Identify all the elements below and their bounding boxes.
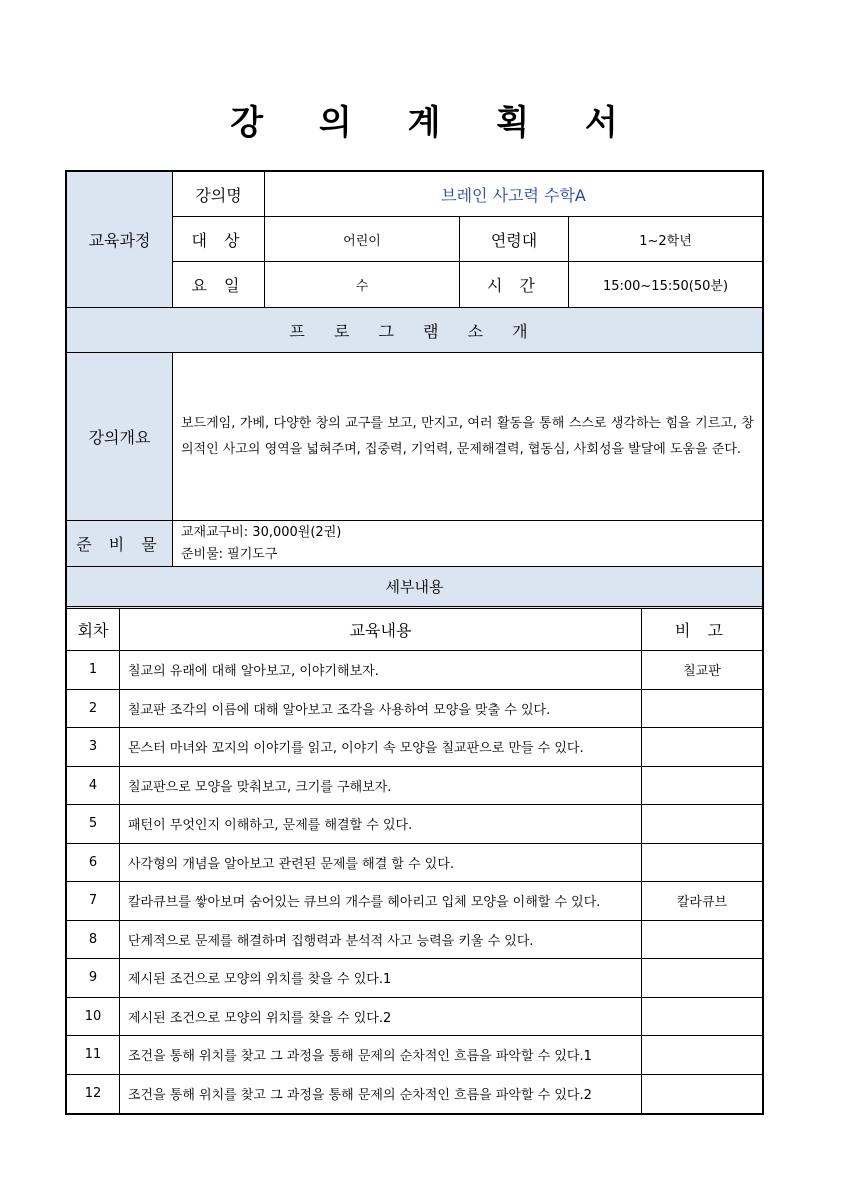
details-heading: 세부내용 [67, 567, 762, 609]
course-info-block [67, 172, 762, 308]
course-target-row [173, 217, 762, 262]
table-row [67, 1036, 762, 1075]
header-session: 회차 [67, 609, 120, 650]
session-content: 제시된 조건으로 모양의 위치를 찾을 수 있다.1 [120, 959, 642, 997]
overview-text: 보드게임, 가베, 다양한 창의 교구를 보고, 만지고, 여러 활동을 통해 스스로 생각하는 힘을 기르고, 창의적인 사고의 영역을 넓혀주며, 집중력, 기억력, 문제해결력, 협동심, 사회성을 발달에 도움을 준다. [181, 415, 754, 457]
session-note: 칼라큐브 [676, 895, 728, 911]
age-label: 연령대 [460, 217, 569, 261]
course-group-label: 교육과정 [67, 172, 173, 307]
session-note [642, 767, 762, 805]
table-row [67, 805, 762, 844]
session-content: 칠교판 조각의 이름에 대해 알아보고 조각을 사용하여 모양을 맞출 수 있다. [120, 690, 642, 728]
session-content: 칼라큐브를 쌓아보며 숨어있는 큐브의 개수를 헤아리고 입체 모양을 이해할 수 있다. [120, 882, 642, 920]
session-note [642, 959, 762, 997]
session-content: 조건을 통해 위치를 찾고 그 과정을 통해 문제의 순차적인 흐름을 파악할 수 있다.1 [120, 1036, 642, 1074]
prep-details [173, 521, 762, 566]
target-label: 대 상 [173, 217, 265, 261]
session-content: 칠교의 유래에 대해 알아보고, 이야기해보자. [120, 651, 642, 689]
overview-row [67, 353, 762, 521]
session-number: 12 [67, 1075, 120, 1114]
session-note: 칠교판 [683, 664, 721, 680]
session-number: 9 [67, 959, 120, 997]
lecture-plan-table [65, 170, 764, 1115]
session-number: 3 [67, 728, 120, 766]
age-value: 1~2학년 [639, 233, 692, 249]
table-row [67, 921, 762, 960]
session-content: 제시된 조건으로 모양의 위치를 찾을 수 있다.2 [120, 998, 642, 1036]
day-value: 수 [265, 262, 460, 307]
table-row [67, 844, 762, 883]
session-note [642, 844, 762, 882]
table-row [67, 728, 762, 767]
session-content: 칠교판으로 모양을 맞춰보고, 크기를 구해보자. [120, 767, 642, 805]
prep-cost: 교재교구비: 30,000원(2권) [181, 524, 342, 540]
table-header-row [67, 609, 762, 651]
course-name-value: 브레인 사고력 수학A [441, 185, 586, 205]
session-note [642, 690, 762, 728]
table-row [67, 959, 762, 998]
prep-row [67, 521, 762, 567]
prep-label: 준 비 물 [67, 521, 173, 566]
course-info-rows [173, 172, 762, 307]
session-number: 10 [67, 998, 120, 1036]
document-title: 강 의 계 획 서 [230, 103, 640, 143]
session-note [642, 1036, 762, 1074]
course-name-label: 강의명 [173, 172, 265, 216]
session-number: 6 [67, 844, 120, 882]
table-row [67, 767, 762, 806]
session-number: 1 [67, 651, 120, 689]
program-intro-heading: 프 로 그 램 소 개 [67, 308, 762, 353]
session-number: 7 [67, 882, 120, 920]
header-note: 비 고 [675, 621, 729, 640]
session-rows [67, 651, 762, 1113]
session-content: 몬스터 마녀와 꼬지의 이야기를 읽고, 이야기 속 모양을 칠교판으로 만들 수 있다. [120, 728, 642, 766]
session-note [642, 805, 762, 843]
table-row [67, 690, 762, 729]
session-content: 패턴이 무엇인지 이해하고, 문제를 해결할 수 있다. [120, 805, 642, 843]
course-schedule-row [173, 262, 762, 307]
table-row [67, 882, 762, 921]
table-row [67, 998, 762, 1037]
session-number: 2 [67, 690, 120, 728]
prep-supplies: 준비물: 필기도구 [181, 546, 278, 562]
session-number: 5 [67, 805, 120, 843]
session-number: 4 [67, 767, 120, 805]
time-value: 15:00~15:50(50분) [602, 279, 729, 294]
course-name-row [173, 172, 762, 217]
session-number: 8 [67, 921, 120, 959]
session-number: 11 [67, 1036, 120, 1074]
session-note [642, 728, 762, 766]
session-note [642, 921, 762, 959]
overview-label: 강의개요 [67, 353, 173, 520]
header-content: 교육내용 [120, 609, 642, 650]
table-row [67, 651, 762, 690]
session-note [642, 998, 762, 1036]
table-row [67, 1075, 762, 1114]
day-label: 요 일 [173, 262, 265, 307]
session-content: 조건을 통해 위치를 찾고 그 과정을 통해 문제의 순차적인 흐름을 파악할 수 있다.2 [120, 1075, 642, 1114]
session-content: 사각형의 개념을 알아보고 관련된 문제를 해결 할 수 있다. [120, 844, 642, 882]
session-content: 단계적으로 문제를 해결하며 집행력과 분석적 사고 능력을 키울 수 있다. [120, 921, 642, 959]
target-value: 어린이 [265, 217, 460, 261]
time-label: 시 간 [460, 262, 569, 307]
session-note [642, 1075, 762, 1114]
